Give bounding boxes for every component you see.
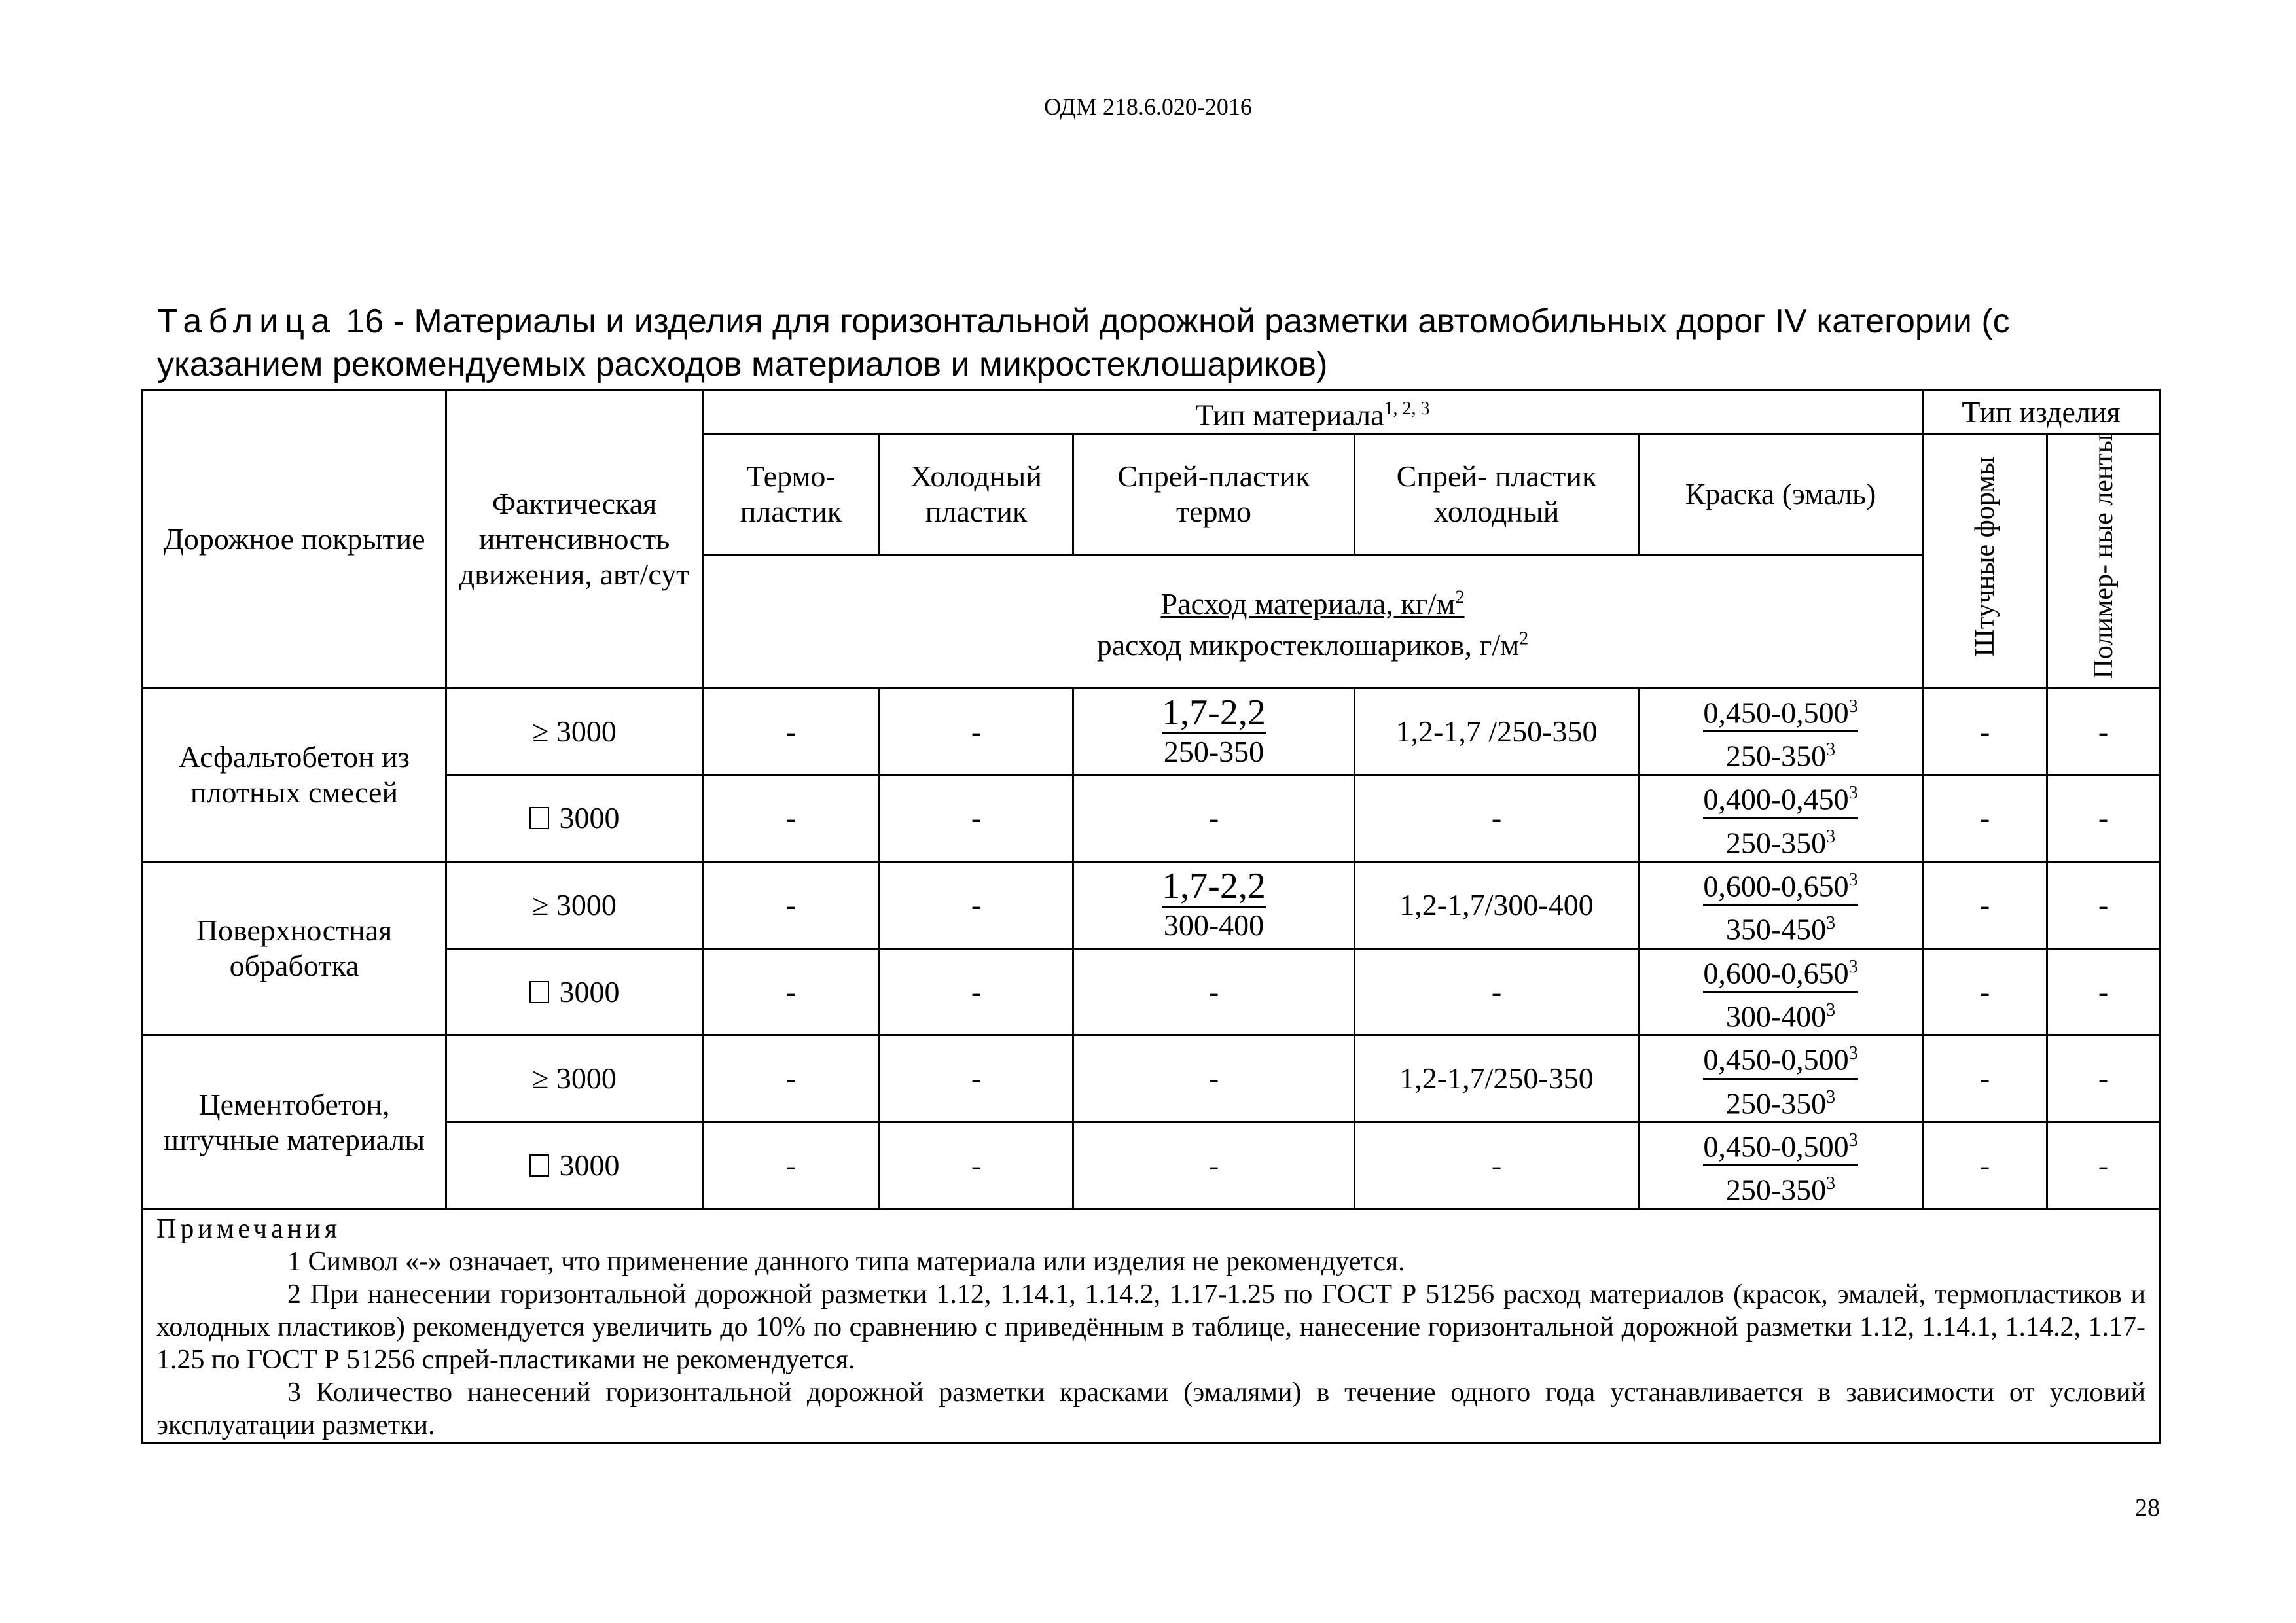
cold-cell: -	[880, 862, 1073, 949]
paint-cell	[1639, 948, 1923, 1035]
thermo-cell: -	[703, 1122, 880, 1209]
paint-cell	[1639, 1035, 1923, 1122]
surface-cell: Цементобетон, штучные материалы	[143, 1035, 446, 1209]
header-cold-plastic: Холодный пластик	[880, 434, 1073, 555]
spray-thermo-cell	[1073, 688, 1355, 775]
paint-fraction: $\frac{0,600-0,650^3}{300-400^3}$	[1703, 950, 1857, 1035]
piece-cell: -	[1923, 1035, 2047, 1122]
note-item: 2 При нанесении горизонтальной дорожной разметки 1.12, 1.14.1, 1.14.2, 1.17-1.25 по ГОСТ Р 51256 расход материалов (красок, эмалей, термопластиков и холодных пластиков) рекомендуется увеличить до 10% по сравнению с приведённым в таблице, нанесение горизонтальной дорожной разметки 1.12, 1.14.1, 1.14.2, 1.17-1.25 по ГОСТ Р 51256 спрей-пластиками не рекомендуется.	[156, 1279, 2146, 1375]
thermo-cell: -	[703, 775, 880, 862]
cold-cell: -	[880, 775, 1073, 862]
paint-cell	[1639, 1122, 1923, 1209]
intensity-cell: ≥ 3000	[446, 862, 703, 949]
paint-cell	[1639, 862, 1923, 949]
paint-fraction: $\frac{0,450-0,500^3}{250-350^3}$	[1703, 1123, 1857, 1208]
paint-cell	[1639, 775, 1923, 862]
thermo-cell: -	[703, 1035, 880, 1122]
spray-cold-cell: 1,2-1,7/300-400	[1355, 862, 1639, 949]
header-paint: Краска (эмаль)	[1639, 434, 1923, 555]
table-row	[143, 1035, 2160, 1122]
piece-cell: -	[1923, 948, 2047, 1035]
thermo-cell: -	[703, 688, 880, 775]
missing-glyph-icon	[529, 1154, 549, 1177]
spray-thermo-fraction: $\frac{1,7-2,2}{300-400}$	[1162, 866, 1266, 942]
header-consumption	[703, 555, 1923, 688]
surface-cell: Поверхностная обработка	[143, 862, 446, 1035]
table-row	[143, 862, 2160, 949]
piece-forms-label: Штучные формы	[1969, 457, 2000, 657]
cold-cell: -	[880, 948, 1073, 1035]
surface-cell: Асфальтобетон из плотных смесей	[143, 688, 446, 861]
header-intensity: Фактическая интенсивность движения, авт/сут	[446, 391, 703, 688]
spray-thermo-cell: -	[1073, 948, 1355, 1035]
header-polymer-tapes	[2047, 434, 2160, 688]
paint-fraction: $\frac{0,450-0,500^3}{250-350^3}$	[1703, 689, 1857, 774]
paint-fraction: $\frac{0,400-0,450^3}{250-350^3}$	[1703, 776, 1857, 861]
note-item: 3 Количество нанесений горизонтальной дорожной разметки красками (эмалями) в течение одного года устанавливается в зависимости от условий эксплуатации разметки.	[156, 1377, 2146, 1440]
table-row	[143, 688, 2160, 775]
tape-cell: -	[2047, 1035, 2160, 1122]
notes-title: Примечания	[156, 1213, 342, 1244]
spray-thermo-cell: -	[1073, 1035, 1355, 1122]
paint-cell	[1639, 688, 1923, 775]
header-spray-thermo: Спрей-пластик термо	[1073, 434, 1355, 555]
header-thermoplastic: Термо- пластик	[703, 434, 880, 555]
spray-thermo-cell: -	[1073, 775, 1355, 862]
tape-cell: -	[2047, 948, 2160, 1035]
document-code: ОДМ 218.6.020-2016	[1044, 94, 1252, 120]
piece-cell: -	[1923, 1122, 2047, 1209]
material-type-sup: 1, 2, 3	[1384, 399, 1430, 419]
thermo-cell: -	[703, 862, 880, 949]
header-road-surface: Дорожное покрытие	[143, 391, 446, 688]
material-type-label: Тип материала	[1195, 398, 1384, 432]
spray-cold-cell: 1,2-1,7/250-350	[1355, 1035, 1639, 1122]
consumption-line-1: Расход материала, $кг/м^2$	[1160, 586, 1465, 620]
cold-cell: -	[880, 1035, 1073, 1122]
header-spray-cold: Спрей- пластик холодный	[1355, 434, 1639, 555]
missing-glyph-icon	[529, 807, 549, 829]
intensity-cell: 3000	[446, 775, 703, 862]
spray-cold-cell: -	[1355, 1122, 1639, 1209]
cold-cell: -	[880, 1122, 1073, 1209]
polymer-tapes-label: Полимер- ные ленты	[2088, 435, 2119, 679]
spray-cold-cell: -	[1355, 948, 1639, 1035]
spray-thermo-cell: -	[1073, 1122, 1355, 1209]
header-material-type	[703, 391, 1923, 434]
spray-cold-cell: 1,2-1,7 /250-350	[1355, 688, 1639, 775]
table-caption	[157, 300, 2160, 386]
paint-fraction: $\frac{0,600-0,650^3}{350-450^3}$	[1703, 863, 1857, 948]
tape-cell: -	[2047, 775, 2160, 862]
paint-fraction: $\frac{0,450-0,500^3}{250-350^3}$	[1703, 1036, 1857, 1121]
tape-cell: -	[2047, 1122, 2160, 1209]
intensity-cell: 3000	[446, 948, 703, 1035]
note-item: 1 Символ «-» означает, что применение данного типа материала или изделия не рекомендуется.	[287, 1246, 1405, 1277]
piece-cell: -	[1923, 862, 2047, 949]
spray-thermo-fraction: $\frac{1,7-2,2}{250-350}$	[1162, 692, 1266, 769]
tape-cell: -	[2047, 862, 2160, 949]
spray-cold-cell: -	[1355, 775, 1639, 862]
piece-cell: -	[1923, 688, 2047, 775]
intensity-cell: ≥ 3000	[446, 688, 703, 775]
missing-glyph-icon	[529, 981, 549, 1003]
cold-cell: -	[880, 688, 1073, 775]
page-number: 28	[2135, 1494, 2160, 1522]
materials-table	[141, 389, 2161, 1444]
intensity-cell: ≥ 3000	[446, 1035, 703, 1122]
spray-thermo-cell	[1073, 862, 1355, 949]
header-product-type: Тип изделия	[1923, 391, 2160, 434]
header-piece-forms	[1923, 434, 2047, 688]
caption-text: 16 - Материалы и изделия для горизонтальной дорожной разметки автомобильных дорог IV категории (с указанием рекомендуемых расходов материалов и микростеклошариков)	[157, 302, 2010, 383]
piece-cell: -	[1923, 775, 2047, 862]
notes-row	[143, 1209, 2160, 1442]
notes-cell	[143, 1209, 2160, 1442]
tape-cell: -	[2047, 688, 2160, 775]
caption-label: Таблица	[157, 302, 336, 340]
thermo-cell: -	[703, 948, 880, 1035]
consumption-line-2: расход микростеклошариков, $г/м^2$	[1096, 628, 1529, 662]
intensity-cell: 3000	[446, 1122, 703, 1209]
